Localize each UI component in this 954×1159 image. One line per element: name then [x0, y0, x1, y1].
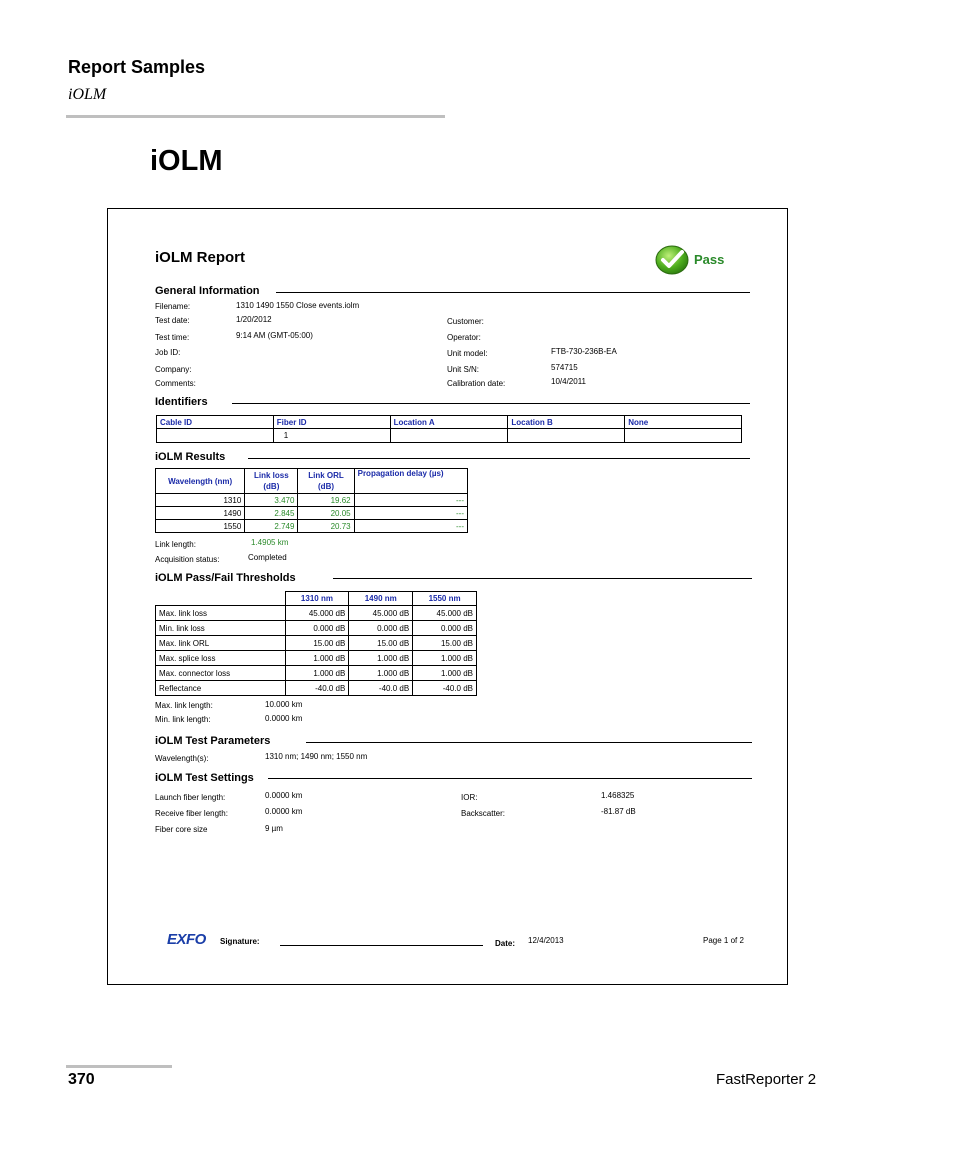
- identifiers-table: [156, 415, 742, 443]
- exfo-logo: EXFO: [167, 931, 206, 948]
- section-rule: [333, 578, 752, 579]
- acquisition-status-label: Acquisition status:: [155, 555, 220, 564]
- table-row: 1490 2.845 20.05 ---: [156, 507, 468, 520]
- signature-label: Signature:: [220, 937, 260, 946]
- product-name: FastReporter 2: [716, 1071, 817, 1088]
- page-number: 370: [68, 1071, 95, 1088]
- results-heading: iOLM Results: [155, 451, 226, 463]
- test-time-value: 9:14 AM (GMT-05:00): [236, 331, 313, 340]
- results-header-link-loss: Link loss (dB): [245, 469, 298, 494]
- table-row: Max. link ORL 15.00 dB 15.00 dB 15.00 dB: [156, 636, 477, 651]
- test-date-label: Test date:: [155, 316, 190, 325]
- identifier-cell: [390, 429, 508, 443]
- table-row: Reflectance -40.0 dB -40.0 dB -40.0 dB: [156, 681, 477, 696]
- general-info-heading: General Information: [155, 285, 260, 297]
- thresholds-heading: iOLM Pass/Fail Thresholds: [155, 572, 296, 584]
- ior-label: IOR:: [461, 793, 478, 802]
- identifier-header: Location A: [390, 416, 508, 429]
- table-row: Max. connector loss 1.000 dB 1.000 dB 1.000 dB: [156, 666, 477, 681]
- header-divider: [66, 115, 445, 118]
- core-size-value: 9 µm: [265, 824, 283, 833]
- pass-check-icon: [655, 245, 689, 275]
- backscatter-label: Backscatter:: [461, 809, 506, 818]
- receive-fiber-value: 0.0000 km: [265, 807, 303, 816]
- identifier-header: Fiber ID: [273, 416, 390, 429]
- min-link-length-label: Min. link length:: [155, 715, 211, 724]
- unit-model-value: FTB-730-236B-EA: [551, 347, 617, 356]
- threshold-header: 1310 nm: [285, 592, 349, 606]
- launch-fiber-value: 0.0000 km: [265, 791, 303, 800]
- table-row: Max. splice loss 1.000 dB 1.000 dB 1.000 dB: [156, 651, 477, 666]
- link-length-value: 1.4905 km: [251, 538, 289, 547]
- table-row: 1550 2.749 20.73 ---: [156, 520, 468, 533]
- unit-model-label: Unit model:: [447, 349, 488, 358]
- identifier-cell: [157, 429, 274, 443]
- section-rule: [306, 742, 752, 743]
- status-badge: Pass: [694, 252, 725, 267]
- ior-value: 1.468325: [601, 791, 635, 800]
- identifiers-heading: Identifiers: [155, 396, 208, 408]
- comments-label: Comments:: [155, 379, 196, 388]
- report-sample: [107, 208, 788, 985]
- identifier-header: Location B: [508, 416, 625, 429]
- table-row: 1310 3.470 19.62 ---: [156, 494, 468, 507]
- filename-value: 1310 1490 1550 Close events.iolm: [236, 301, 360, 310]
- results-header-link-orl: Link ORL (dB): [298, 469, 354, 494]
- section-rule: [268, 778, 752, 779]
- calibration-label: Calibration date:: [447, 379, 506, 388]
- filename-label: Filename:: [155, 302, 191, 311]
- footer-divider: [66, 1065, 172, 1068]
- page-title: iOLM: [150, 145, 223, 177]
- running-header-subtitle: iOLM: [68, 86, 107, 103]
- report-page-number: Page 1 of 2: [703, 936, 744, 945]
- threshold-header: 1550 nm: [413, 592, 477, 606]
- date-value: 12/4/2013: [528, 936, 564, 945]
- running-header-title: Report Samples: [68, 57, 206, 77]
- table-row: Min. link loss 0.000 dB 0.000 dB 0.000 dB: [156, 621, 477, 636]
- calibration-value: 10/4/2011: [551, 377, 586, 386]
- identifier-header: Cable ID: [157, 416, 274, 429]
- company-label: Company:: [155, 365, 192, 374]
- date-label: Date:: [495, 939, 516, 948]
- signature-line: [280, 945, 483, 946]
- section-rule: [276, 292, 750, 293]
- identifier-header: None: [625, 416, 742, 429]
- identifier-cell: [508, 429, 625, 443]
- unit-sn-label: Unit S/N:: [447, 365, 480, 374]
- job-id-label: Job ID:: [155, 348, 181, 357]
- unit-sn-value: 574715: [551, 363, 578, 372]
- min-link-length-value: 0.0000 km: [265, 714, 303, 723]
- settings-heading: iOLM Test Settings: [155, 772, 254, 784]
- table-row: Max. link loss 45.000 dB 45.000 dB 45.000 dB: [156, 606, 477, 621]
- customer-label: Customer:: [447, 317, 484, 326]
- parameters-heading: iOLM Test Parameters: [155, 735, 271, 747]
- identifier-cell: 1: [273, 429, 390, 443]
- backscatter-value: -81.87 dB: [601, 807, 636, 816]
- results-header: Wavelength (nm): [156, 469, 245, 494]
- receive-fiber-label: Receive fiber length:: [155, 809, 228, 818]
- link-length-label: Link length:: [155, 540, 196, 549]
- operator-label: Operator:: [447, 333, 481, 342]
- max-link-length-value: 10.000 km: [265, 700, 303, 709]
- results-header: Propagation delay (µs): [354, 469, 467, 494]
- test-time-label: Test time:: [155, 333, 190, 342]
- section-rule: [232, 403, 750, 404]
- thresholds-table: [155, 591, 477, 696]
- max-link-length-label: Max. link length:: [155, 701, 213, 710]
- test-date-value: 1/20/2012: [236, 315, 272, 324]
- results-table: [155, 468, 468, 533]
- core-size-label: Fiber core size: [155, 825, 208, 834]
- threshold-header: 1490 nm: [349, 592, 413, 606]
- identifier-cell: [625, 429, 742, 443]
- report-title: iOLM Report: [155, 249, 245, 266]
- wavelengths-value: 1310 nm; 1490 nm; 1550 nm: [265, 752, 368, 761]
- launch-fiber-label: Launch fiber length:: [155, 793, 226, 802]
- wavelengths-label: Wavelength(s):: [155, 754, 209, 763]
- acquisition-status-value: Completed: [248, 553, 287, 562]
- section-rule: [248, 458, 750, 459]
